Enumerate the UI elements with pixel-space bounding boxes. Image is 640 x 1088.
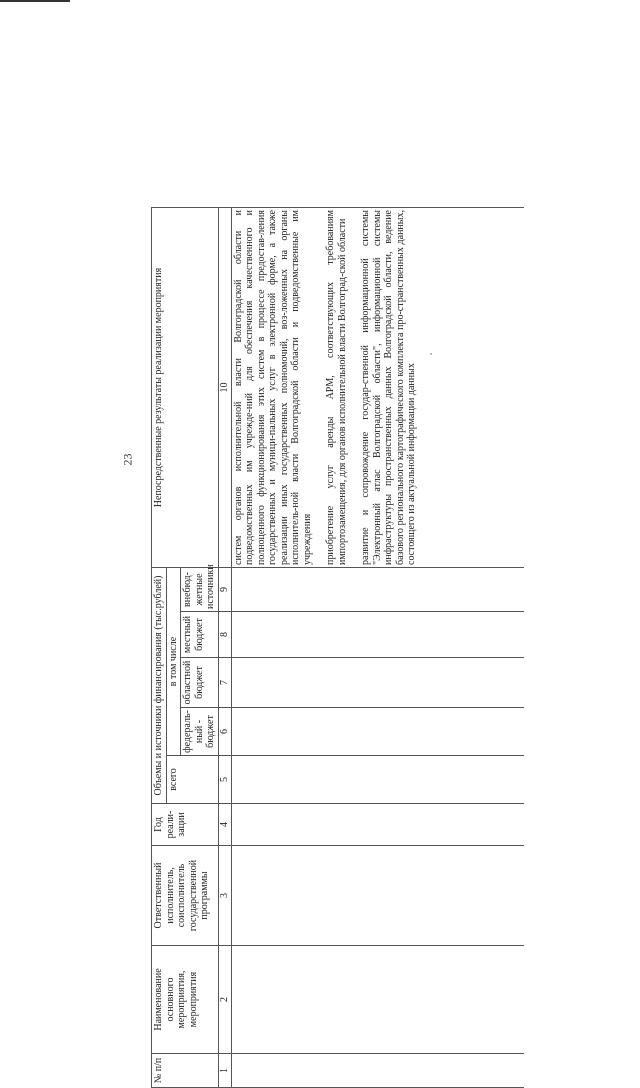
cell-number: [231, 1054, 524, 1088]
column-number: 5: [218, 756, 231, 804]
header-row-1: [152, 208, 167, 1088]
header-results: Непосредственные результаты реализации мероприятия: [152, 208, 219, 568]
financing-table: [151, 207, 524, 1088]
header-number: № п/п: [152, 1054, 219, 1088]
cell-extra: [231, 568, 524, 612]
header-including: в том числе: [166, 568, 181, 756]
header-year: Год реали-зации: [152, 804, 219, 846]
column-number: 2: [218, 946, 231, 1054]
header-regional: областной бюджет: [181, 658, 219, 708]
cell-executor: [231, 846, 524, 946]
column-number: 10: [218, 208, 231, 568]
page-number: 23: [120, 453, 135, 466]
column-number: 1: [218, 1054, 231, 1088]
header-executor: Ответственный исполнитель, соисполнитель государственной программы: [152, 846, 219, 946]
column-number: 9: [218, 568, 231, 612]
header-event-name: Наименование основного мероприятия, мероприятия: [152, 946, 219, 1054]
column-number-row: [218, 208, 231, 1088]
cell-year: [231, 804, 524, 846]
table-row: [231, 208, 524, 1088]
column-number: 6: [218, 708, 231, 756]
result-text: систем органов исполнительной власти Волгоградской области и подведомственных им учрежде-ний для обеспечения качественного и полноценного функционирования этих систем в процессе предостав-ления государственных и муници-пальных услуг в электронной форме, а также реализации иных государственных полномочий, воз-ложенных на органы исполнитель-ной власти Волгоградской области и подведомственные им учреждения: [232, 210, 313, 565]
column-number: 8: [218, 612, 231, 658]
result-text: приобретение услуг аренды АРМ, соответствующих требованиям импортозамещения, для органов исполнительной власти Волгоград-ской области: [325, 210, 348, 565]
column-number: 3: [218, 846, 231, 946]
column-number: 4: [218, 804, 231, 846]
cell-local: [231, 612, 524, 658]
rotated-sheet: [151, 208, 611, 1088]
header-financing: Объемы и источники финансирования (тыс.рублей): [152, 568, 167, 804]
cell-federal: [231, 708, 524, 756]
cell-results: [231, 208, 524, 568]
top-rule: [0, 0, 70, 2]
header-local: местный бюджет: [181, 612, 219, 658]
column-number: 7: [218, 658, 231, 708]
header-total: всего: [166, 756, 218, 804]
header-federal: федераль-ный - бюджет: [181, 708, 219, 756]
cell-regional: [231, 658, 524, 708]
cell-total: [231, 756, 524, 804]
header-extra: внебюд-жетные источники: [181, 568, 219, 612]
result-text: развитие и сопровождение государ-ственной информационной системы "Электронный атлас Волгоградской области", информационной системы инфраструктуры пространственных данных Волгоградской области, ведение базового регионального картографического комплекта про-странственных данных, состоящего из актуальной информации данных: [360, 210, 417, 565]
cell-event-name: [231, 946, 524, 1054]
